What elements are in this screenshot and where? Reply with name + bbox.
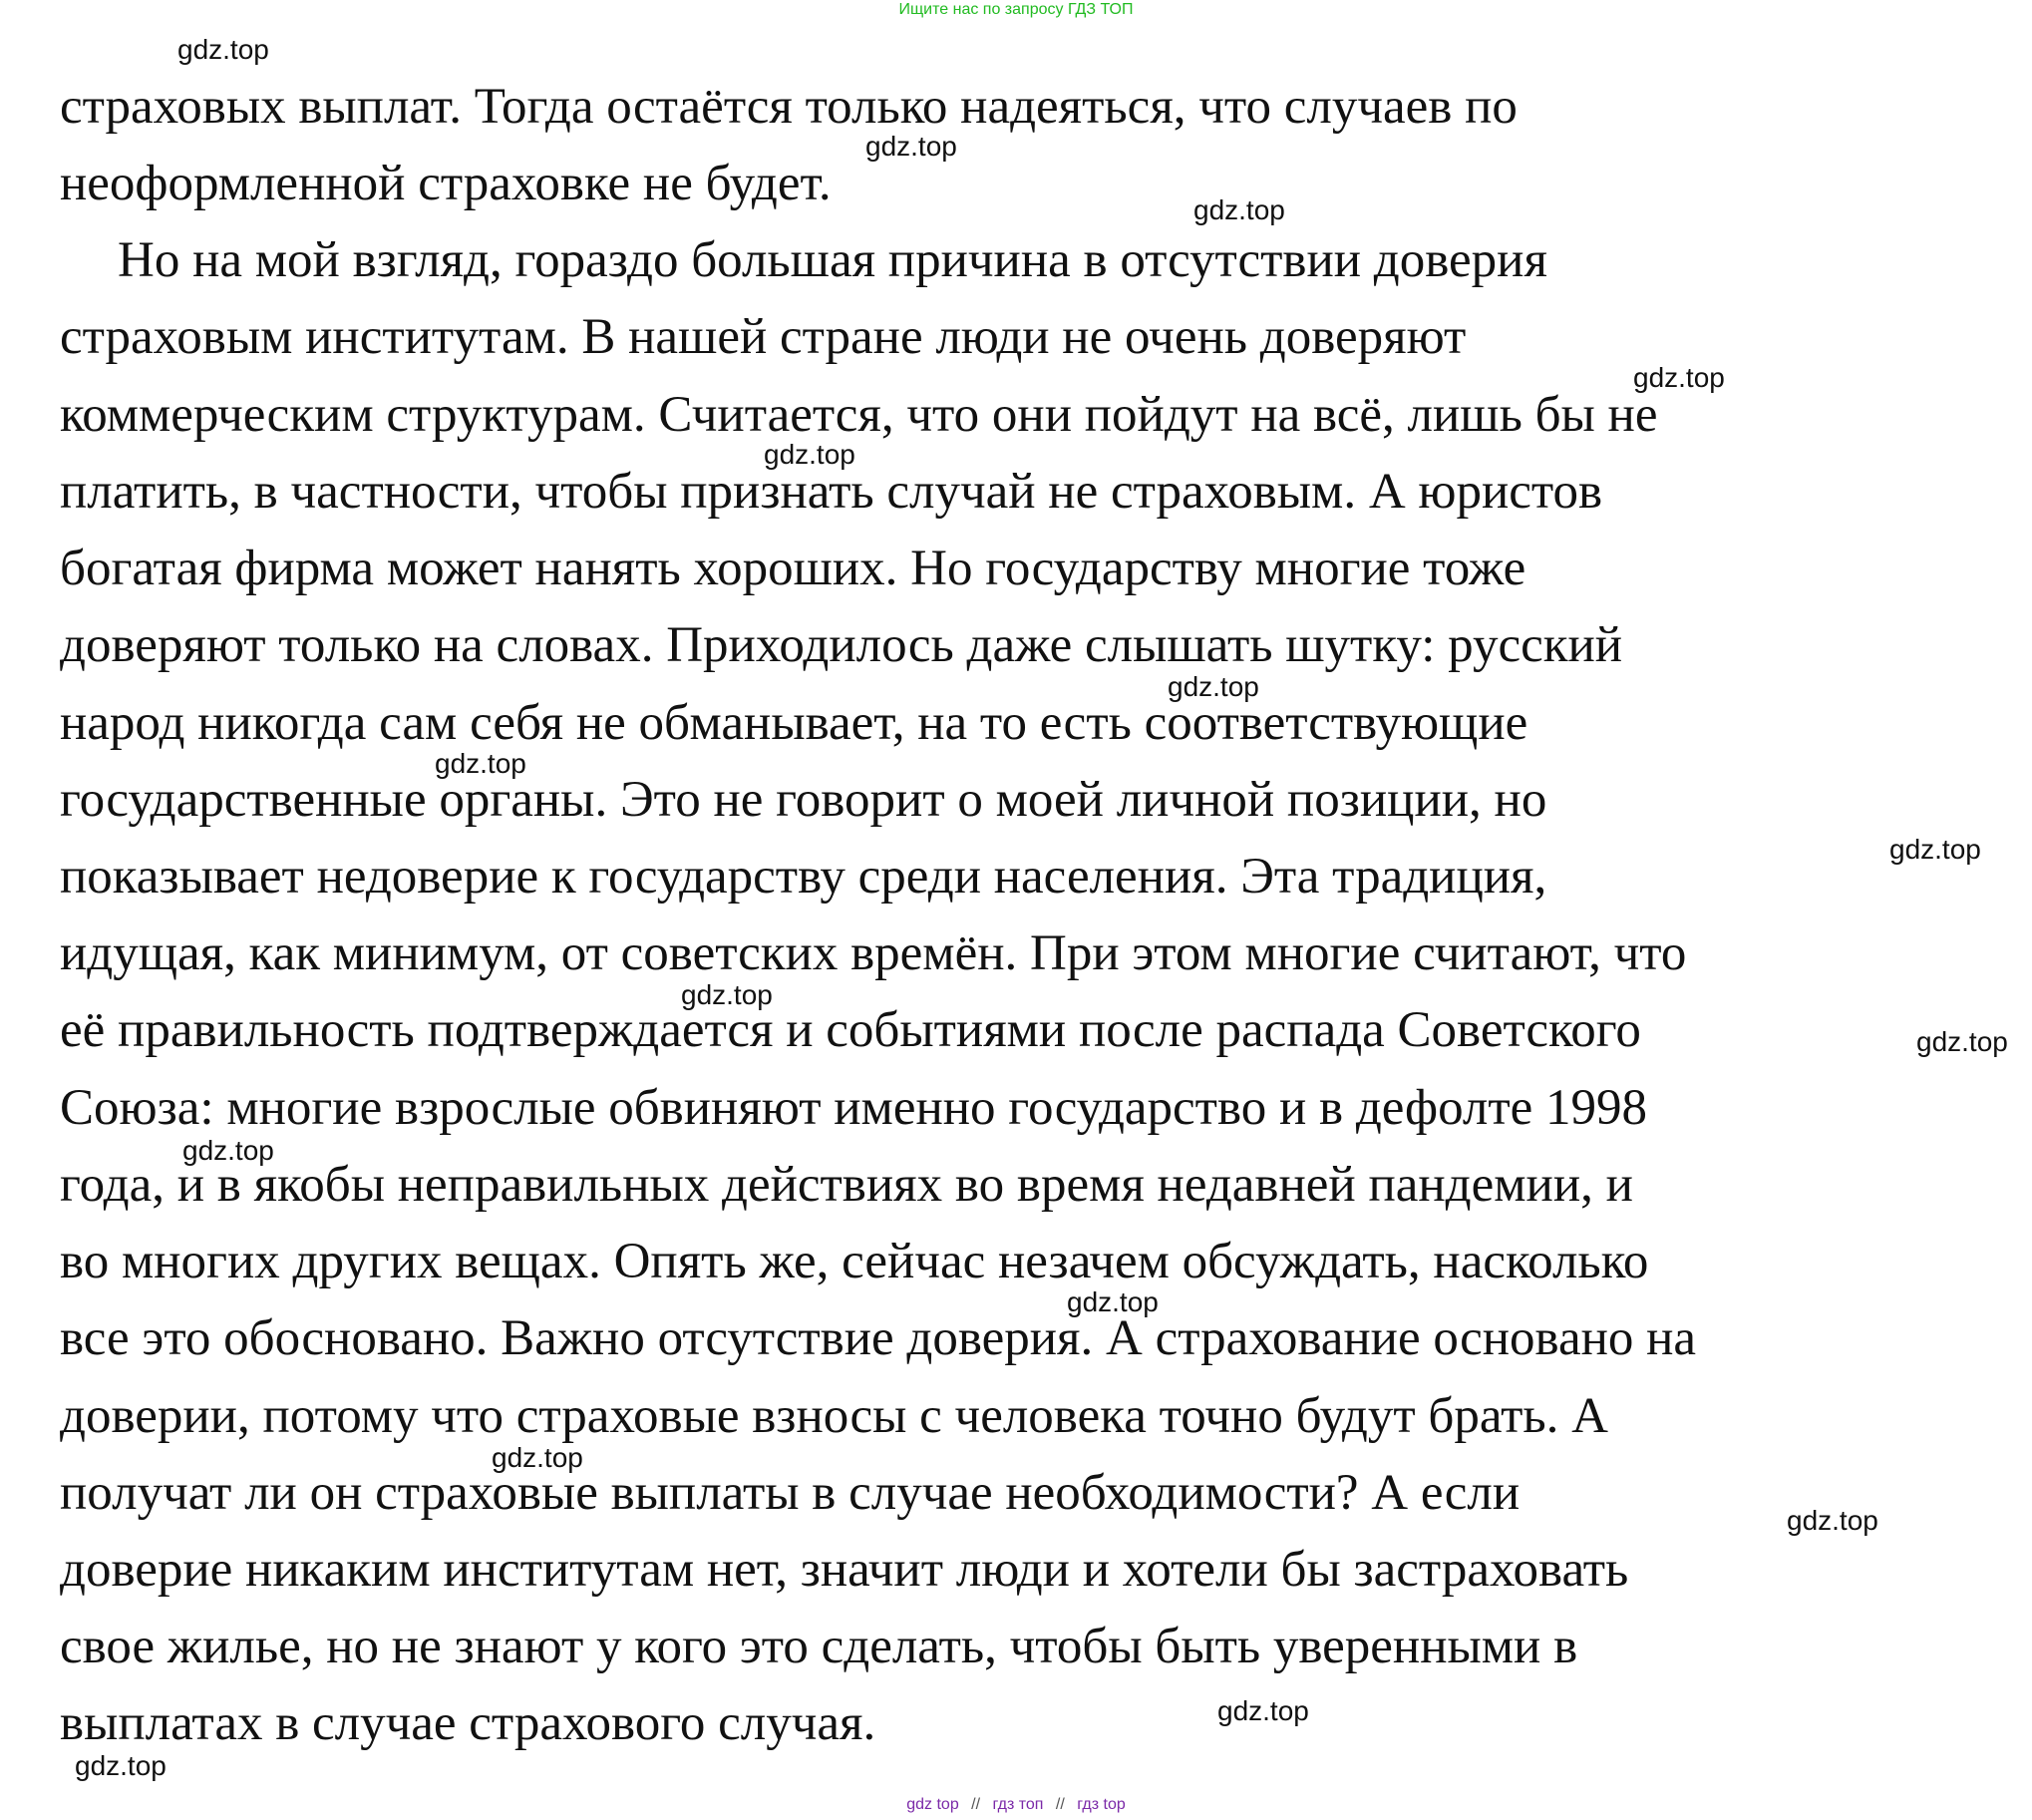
watermark: gdz.top: [1633, 362, 1725, 393]
text-line: коммерческим структурам. Считается, что они пойдут на всё, лишь бы не: [60, 387, 1658, 443]
footer-links: [0, 1795, 2032, 1815]
watermark: gdz.top: [435, 748, 526, 779]
watermark: gdz.top: [1168, 671, 1259, 702]
text-line: получат ли он страховые выплаты в случае необходимости? А если: [60, 1465, 1521, 1521]
watermark: gdz.top: [1916, 1026, 2008, 1057]
text-line: доверии, потому что страховые взносы с человека точно будут брать. А: [60, 1388, 1609, 1444]
watermark: gdz.top: [182, 1135, 274, 1166]
text-line: свое жилье, но не знают у кого это сделать, чтобы быть уверенными в: [60, 1619, 1578, 1674]
watermark: gdz.top: [1889, 834, 1981, 865]
watermark: gdz.top: [492, 1442, 583, 1473]
watermark: gdz.top: [865, 131, 957, 162]
text-line: во многих других вещах. Опять же, сейчас незачем обсуждать, насколько: [60, 1234, 1649, 1289]
watermark: gdz.top: [764, 439, 855, 470]
watermark: gdz.top: [75, 1750, 167, 1781]
text-line: страховым институтам. В нашей стране люди не очень доверяют: [60, 309, 1467, 365]
text-line: Но на мой взгляд, гораздо большая причина в отсутствии доверия: [118, 232, 1547, 288]
footer-link-gdz-top[interactable]: gdz top: [906, 1796, 959, 1813]
text-line: её правильность подтверждается и событиями после распада Советского: [60, 1002, 1641, 1058]
text-line: идущая, как минимум, от советских времён. При этом многие считают, что: [60, 925, 1687, 981]
text-line: богатая фирма может нанять хороших. Но государству многие тоже: [60, 541, 1526, 596]
text-line: выплатах в случае страхового случая.: [60, 1695, 876, 1751]
text-line: года, и в якобы неправильных действиях во время недавней пандемии, и: [60, 1157, 1633, 1213]
text-line: показывает недоверие к государству среди населения. Эта традиция,: [60, 849, 1547, 905]
footer-separator: //: [1055, 1796, 1065, 1813]
footer-link-gdz-top-ru[interactable]: гдз топ: [992, 1796, 1044, 1813]
text-line: доверяют только на словах. Приходилось даже слышать шутку: русский: [60, 617, 1623, 673]
text-line: Союза: многие взрослые обвиняют именно государство и в дефолте 1998: [60, 1080, 1648, 1136]
watermark: gdz.top: [1067, 1286, 1159, 1317]
watermark: gdz.top: [177, 34, 269, 65]
text-line: доверие никаким институтам нет, значит люди и хотели бы застраховать: [60, 1542, 1629, 1598]
watermark: gdz.top: [681, 979, 773, 1010]
text-line: неоформленной страховке не будет.: [60, 156, 832, 211]
watermark: gdz.top: [1193, 194, 1285, 225]
text-line: платить, в частности, чтобы признать случай не страховым. А юристов: [60, 464, 1603, 520]
text-line: народ никогда сам себя не обманывает, на то есть соответствующие: [60, 695, 1528, 751]
text-line: страховых выплат. Тогда остаётся только надеяться, что случаев по: [60, 79, 1518, 135]
watermark: gdz.top: [1787, 1505, 1878, 1536]
watermark: gdz.top: [1217, 1695, 1309, 1726]
text-line: государственные органы. Это не говорит о моей личной позиции, но: [60, 772, 1547, 828]
text-line: все это обосновано. Важно отсутствие доверия. А страхование основано на: [60, 1310, 1697, 1366]
footer-link-gdz-top-mixed[interactable]: гдз top: [1077, 1796, 1126, 1813]
footer-separator: //: [971, 1796, 981, 1813]
header-note[interactable]: Ищите нас по запросу ГДЗ ТОП: [898, 1, 1134, 18]
